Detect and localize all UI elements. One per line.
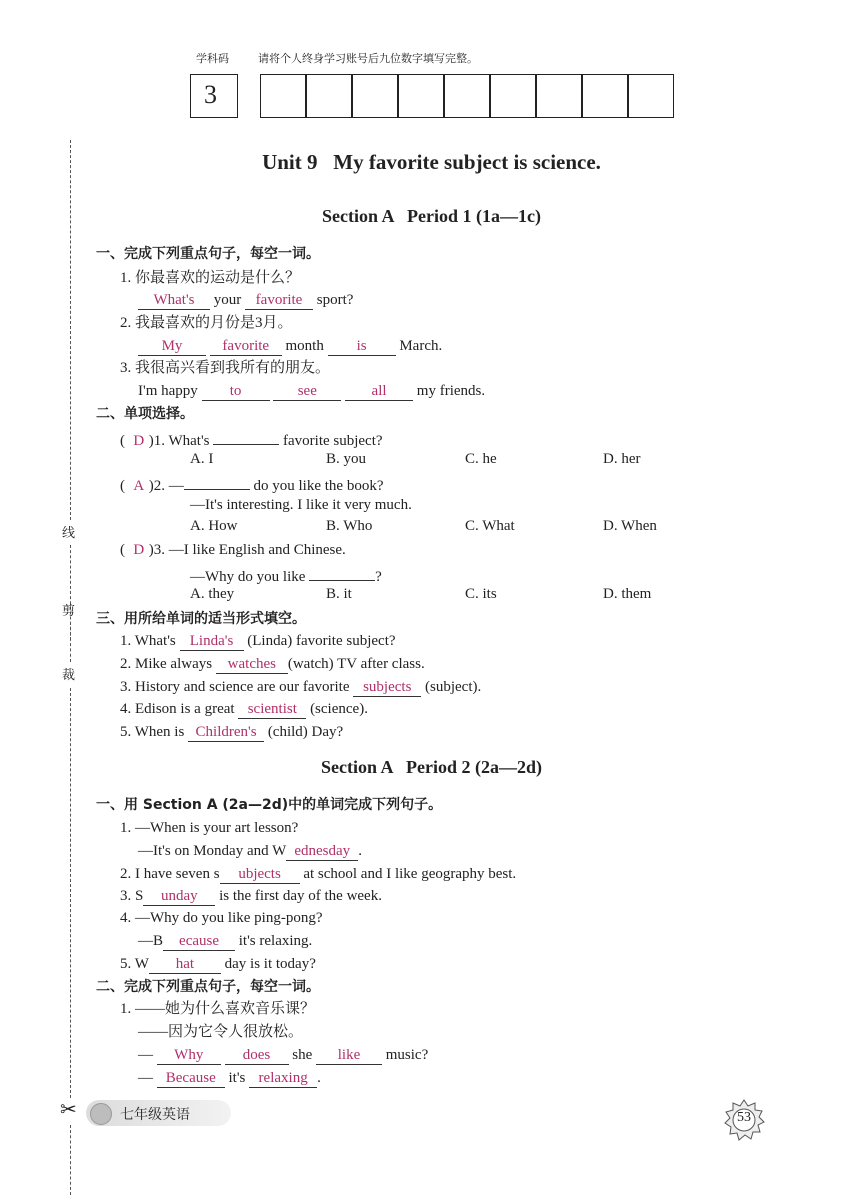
account-digit-box[interactable] [398,74,444,118]
answer-blank[interactable]: watches [216,656,288,674]
answer-blank[interactable]: Because [157,1070,225,1088]
fill-question [120,864,516,884]
sentence-text: at school and I like geography best. [303,866,517,882]
question-number: )2. — [148,478,184,494]
sentence-text: music? [385,1047,429,1063]
part-heading: 二、完成下列重点句子，每空一词。 [96,979,320,995]
sentence-text: 2. Mike always [120,656,213,672]
cut-label-cai: 裁 [62,668,76,683]
sentence-text: 2. I have seven s [120,866,220,882]
fill-question: 1. —When is your art lesson? [120,820,299,836]
fill-question [120,722,343,742]
answer-blank[interactable]: ecause [163,933,235,951]
sentence-text: — [138,1047,153,1063]
sentence-text: is the first day of the week. [219,888,382,904]
sentence-text: —Why do you like [190,569,306,585]
answer-blank[interactable]: favorite [210,338,282,356]
cut-line-mid2 [70,622,71,662]
option[interactable]: A. How [190,518,238,534]
account-instruction: 请将个人终身学习账号后九位数字填写完整。 [258,52,478,65]
sentence-text: —B [138,933,164,949]
sentence-text: 3. History and science are our favorite [120,679,350,695]
answer-line [138,336,442,356]
answer-blank[interactable]: ednesday [286,843,358,861]
answer-blank[interactable] [184,472,250,490]
sentence-text: . [358,843,362,859]
sentence-text: (science). [310,701,368,717]
option[interactable]: C. its [465,586,497,602]
question-cn: ——因为它令人很放松。 [138,1024,304,1040]
subject-code-value: 3 [204,80,217,109]
mc-question: ( D )1. What's favorite subject? [120,427,383,451]
option[interactable]: B. you [326,451,367,467]
answer-blank[interactable]: does [225,1047,289,1065]
account-digit-box[interactable] [306,74,352,118]
mc-question: ( A )2. — do you like the book? [120,472,383,496]
answer-blank[interactable]: subjects [353,679,421,697]
question-number: )3. —I like English and Chinese. [148,542,346,558]
fill-question [120,886,382,906]
sentence-text: — [138,1070,153,1086]
sentence-text: she [292,1047,313,1063]
option[interactable]: C. he [465,451,497,467]
section-title: Section A Period 1 (1a—1c) [322,206,541,226]
sentence-text: —It's on Monday and W [138,843,287,859]
option[interactable]: B. Who [326,518,373,534]
sentence-text: day is it today? [224,956,316,972]
answer-blank[interactable]: all [345,383,413,401]
account-digit-box[interactable] [536,74,582,118]
sentence-text: (subject). [425,679,482,695]
fill-question [120,954,316,974]
option[interactable]: D. When [603,518,657,534]
answer-blank[interactable]: Why [157,1047,221,1065]
sentence-text: 1. What's [120,633,176,649]
unit-title: Unit 9 My favorite subject is science. [262,150,601,174]
answer-blank[interactable]: ubjects [220,866,300,884]
option[interactable]: C. What [465,518,515,534]
answer-line [138,290,353,310]
mc-question: ( D )3. —I like English and Chinese. [120,542,346,558]
answer-blank[interactable]: is [328,338,396,356]
sentence-text: (watch) TV after class. [287,656,425,672]
cut-line-end [70,1125,71,1195]
part-heading: 一、用 Section A (2a—2d)中的单词完成下列句子。 [96,797,443,813]
option[interactable]: A. I [190,451,214,467]
sentence-text [190,563,382,587]
answer-blank[interactable]: favorite [245,292,313,310]
mc-answer[interactable]: A [133,478,145,494]
account-digit-box[interactable] [490,74,536,118]
answer-blank[interactable]: to [202,383,270,401]
mc-answer[interactable]: D [133,433,145,449]
sentence-text: it's relaxing. [238,933,313,949]
question-cn: 2. 我最喜欢的月份是3月。 [120,315,293,331]
sentence-text: your [213,292,242,308]
answer-blank[interactable]: Linda's [180,633,244,651]
sentence-text: March. [399,338,443,354]
sentence-text: (Linda) favorite subject? [247,633,396,649]
sentence-text: favorite subject? [283,433,383,449]
cut-label-xian: 线 [62,526,76,541]
sentence-text: my friends. [416,383,486,399]
answer-blank[interactable] [213,427,279,445]
sentence-text: . [317,1070,321,1086]
account-digit-box[interactable] [352,74,398,118]
sentence-text: 3. S [120,888,144,904]
sentence-text: it's [228,1070,246,1086]
book-label: 七年级英语 [120,1107,190,1123]
sentence-text: do you like the book? [253,478,384,494]
fill-question [138,931,312,951]
fill-question: 4. —Why do you like ping-pong? [120,910,323,926]
fill-question [120,699,368,719]
answer-blank[interactable]: hat [149,956,221,974]
sentence-text: sport? [316,292,354,308]
cut-line-bottom [70,688,71,1098]
answer-line [138,1068,321,1088]
account-digit-box[interactable] [628,74,674,118]
answer-blank[interactable]: Children's [188,724,264,742]
fill-question [120,654,425,674]
sentence-text: 5. When is [120,724,185,740]
part-heading: 一、完成下列重点句子，每空一词。 [96,246,320,262]
question-cn: 1. 你最喜欢的运动是什么？ [120,270,301,286]
answer-blank[interactable]: unday [143,888,215,906]
mc-answer[interactable]: D [133,542,145,558]
book-badge-icon [90,1103,112,1125]
answer-blank[interactable]: see [273,383,341,401]
question-cn: 3. 我很高兴看到我所有的朋友。 [120,360,331,376]
section-title: Section A Period 2 (2a—2d) [321,757,542,777]
cut-line-top [70,140,71,520]
account-digit-box[interactable] [582,74,628,118]
answer-blank[interactable]: relaxing [249,1070,317,1088]
scissors-icon: ✂ [60,1099,77,1121]
fill-question [120,677,481,697]
option[interactable]: A. they [190,586,235,602]
answer-blank[interactable]: scientist [238,701,306,719]
part-heading: 二、单项选择。 [96,406,194,422]
sentence-text: —It's interesting. I like it very much. [190,497,412,513]
account-digit-box[interactable] [260,74,306,118]
question-number: )1. What's [148,433,210,449]
sentence-text: ? [375,569,382,585]
answer-blank[interactable]: My [138,338,206,356]
sentence-text: 5. W [120,956,149,972]
sentence-text: (child) Day? [267,724,344,740]
fill-question [138,841,362,861]
answer-line [138,1045,428,1065]
option[interactable]: D. her [603,451,641,467]
sentence-text: 4. Edison is a great [120,701,235,717]
part-heading: 三、用所给单词的适当形式填空。 [96,611,306,627]
question-cn: 1. ——她为什么喜欢音乐课？ [120,1001,316,1017]
fill-question [120,631,396,651]
answer-blank[interactable]: What's [138,292,210,310]
answer-blank[interactable]: like [316,1047,382,1065]
option[interactable]: D. them [603,586,652,602]
account-digit-box[interactable] [444,74,490,118]
sentence-text: month [285,338,324,354]
option[interactable]: B. it [326,586,352,602]
cut-label-jian: 剪 [62,604,76,619]
answer-line [138,381,485,401]
page-number: 53 [737,1110,751,1125]
sentence-text: I'm happy [138,383,198,399]
answer-blank[interactable] [309,563,375,581]
subject-code-label: 学科码 [196,52,229,65]
